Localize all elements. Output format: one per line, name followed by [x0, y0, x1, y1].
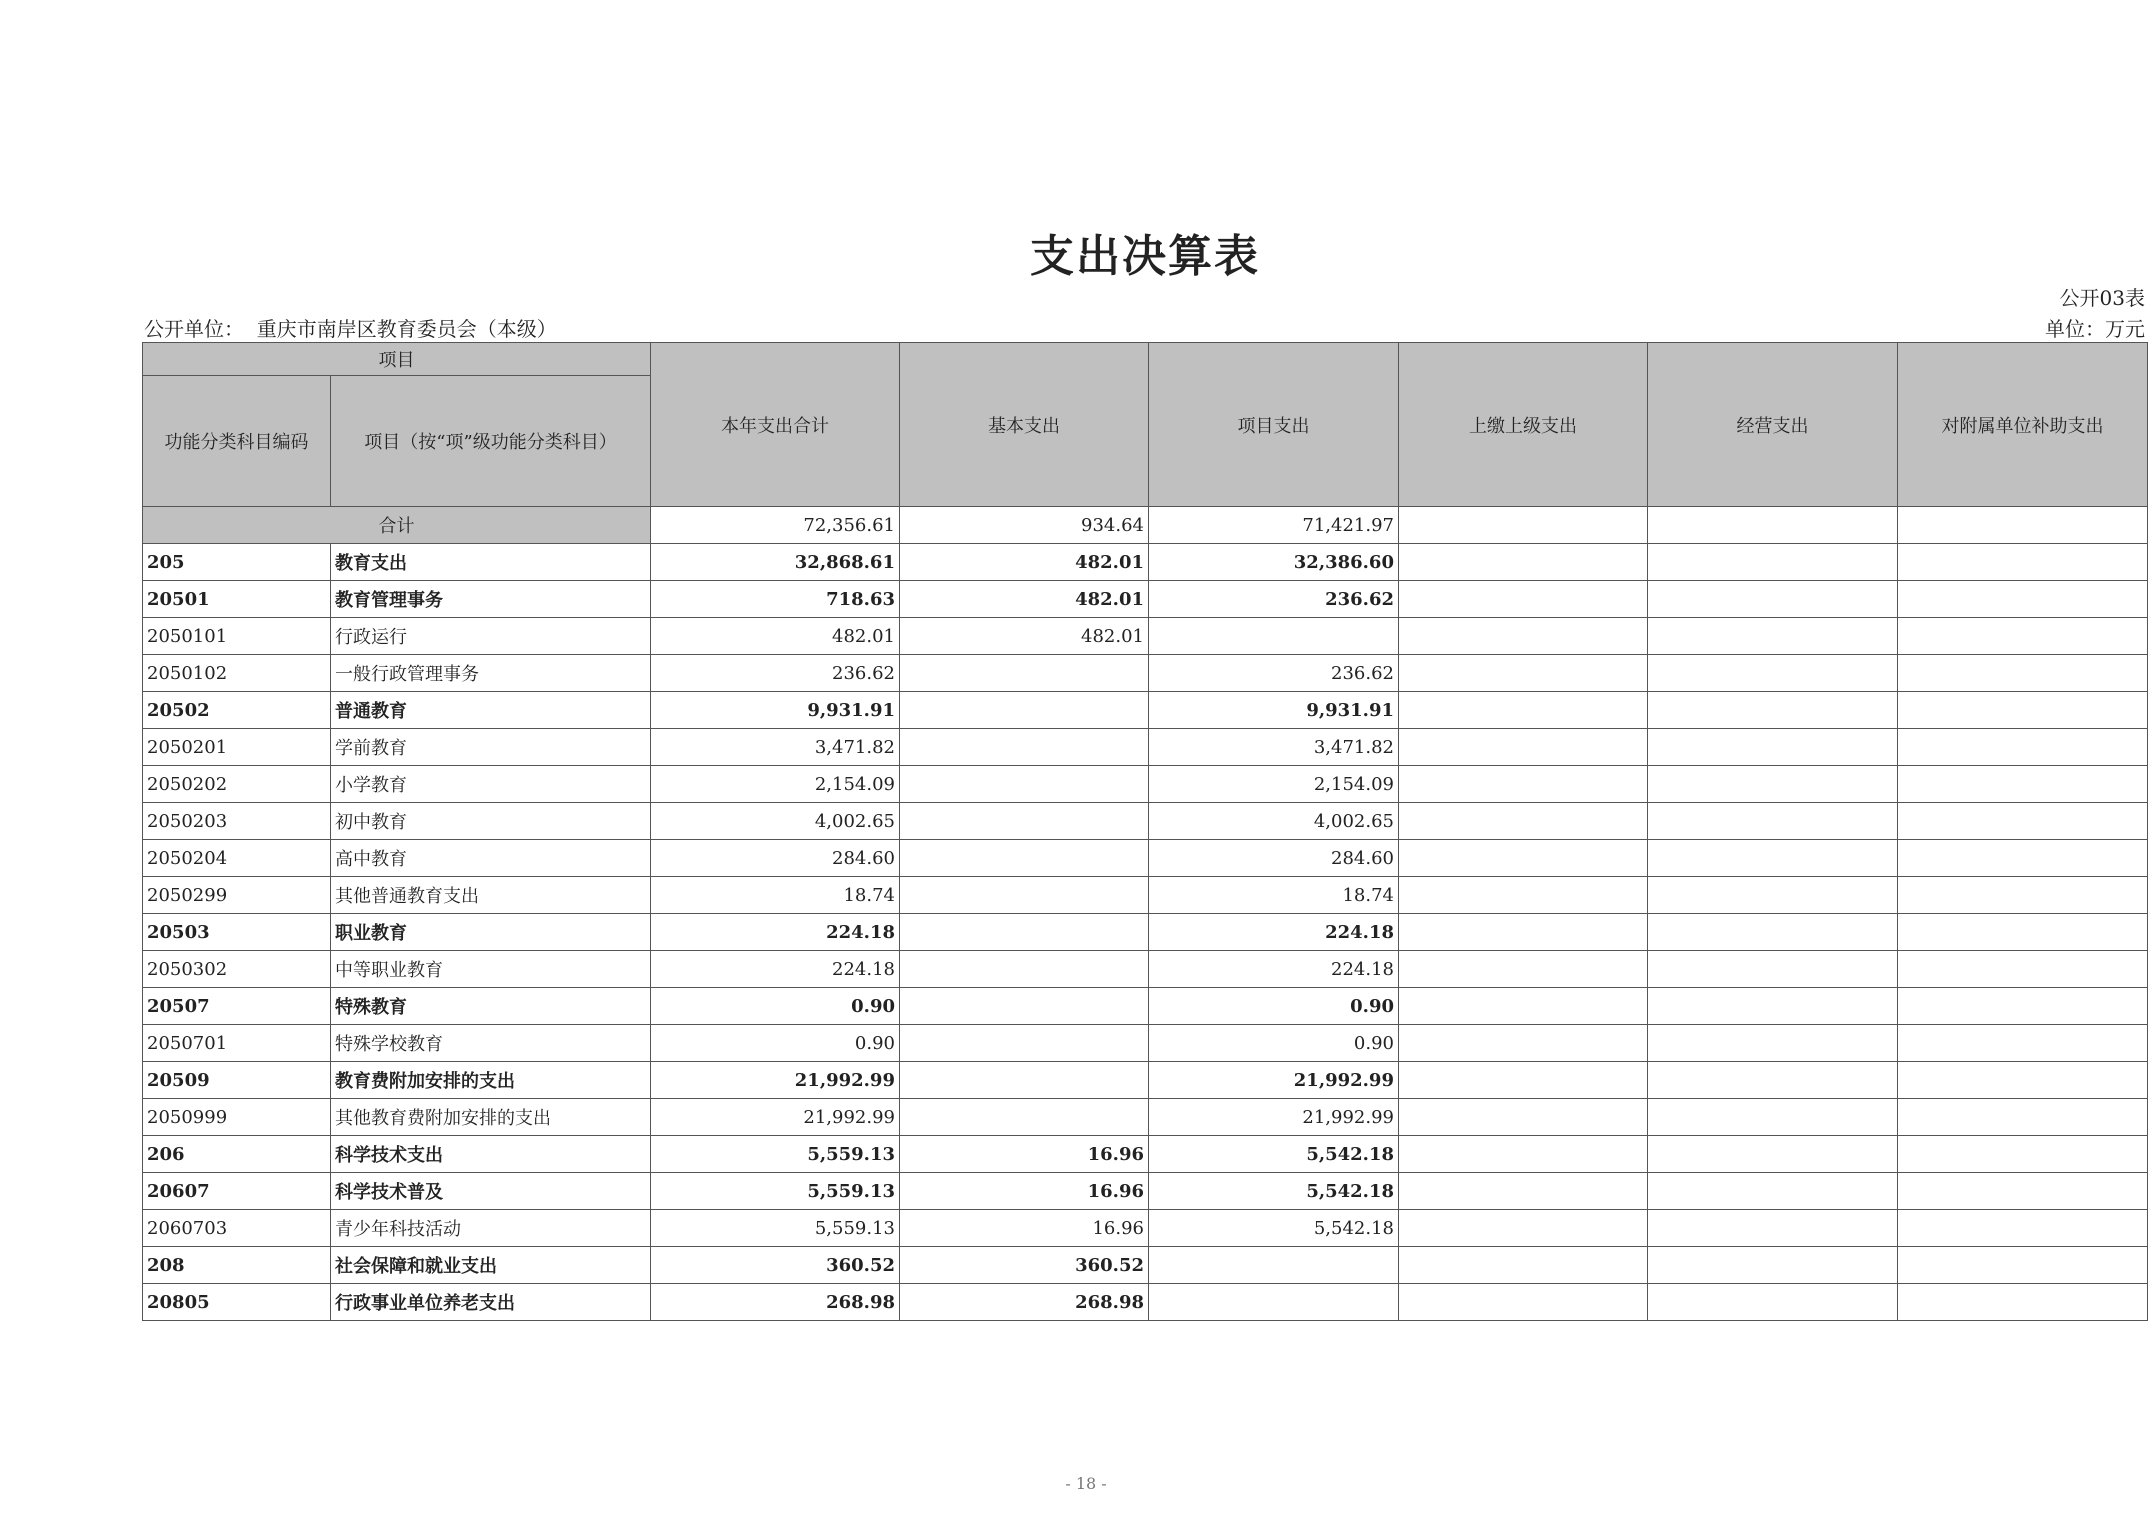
row-basic — [900, 1062, 1149, 1099]
row-total: 2,154.09 — [651, 766, 900, 803]
row-project — [1149, 1247, 1399, 1284]
row-business — [1648, 544, 1898, 581]
row-business — [1648, 692, 1898, 729]
row-project: 5,542.18 — [1149, 1173, 1399, 1210]
row-name: 特殊教育 — [331, 988, 651, 1025]
row-code: 206 — [143, 1136, 331, 1173]
row-code: 20509 — [143, 1062, 331, 1099]
table-row — [143, 1210, 2148, 1247]
row-project: 236.62 — [1149, 655, 1399, 692]
row-project: 236.62 — [1149, 581, 1399, 618]
row-total: 21,992.99 — [651, 1099, 900, 1136]
page-title: 支出决算表 — [1030, 231, 1260, 282]
row-business — [1648, 1136, 1898, 1173]
row-project: 224.18 — [1149, 914, 1399, 951]
header-upper: 上缴上级支出 — [1399, 343, 1648, 507]
row-basic: 268.98 — [900, 1284, 1149, 1321]
row-name: 行政事业单位养老支出 — [331, 1284, 651, 1321]
row-project: 2,154.09 — [1149, 766, 1399, 803]
row-basic: 16.96 — [900, 1136, 1149, 1173]
total-upper — [1399, 507, 1648, 544]
row-code: 2050204 — [143, 840, 331, 877]
row-subsidy — [1898, 1173, 2148, 1210]
row-project: 5,542.18 — [1149, 1210, 1399, 1247]
row-business — [1648, 877, 1898, 914]
page-number: - 18 - — [1065, 1474, 1107, 1493]
row-upper — [1399, 1173, 1648, 1210]
row-name: 中等职业教育 — [331, 951, 651, 988]
row-project: 3,471.82 — [1149, 729, 1399, 766]
row-basic: 360.52 — [900, 1247, 1149, 1284]
row-basic — [900, 1099, 1149, 1136]
row-total: 360.52 — [651, 1247, 900, 1284]
row-subsidy — [1898, 618, 2148, 655]
row-basic — [900, 766, 1149, 803]
row-upper — [1399, 692, 1648, 729]
row-business — [1648, 1025, 1898, 1062]
row-project: 4,002.65 — [1149, 803, 1399, 840]
row-name: 一般行政管理事务 — [331, 655, 651, 692]
row-code: 2050302 — [143, 951, 331, 988]
row-name: 青少年科技活动 — [331, 1210, 651, 1247]
total-row — [143, 507, 2148, 544]
row-code: 20607 — [143, 1173, 331, 1210]
row-name: 高中教育 — [331, 840, 651, 877]
row-code: 208 — [143, 1247, 331, 1284]
row-business — [1648, 803, 1898, 840]
row-project: 284.60 — [1149, 840, 1399, 877]
total-business — [1648, 507, 1898, 544]
row-basic — [900, 877, 1149, 914]
header-subsidy: 对附属单位补助支出 — [1898, 343, 2148, 507]
total-amount: 72,356.61 — [651, 507, 900, 544]
row-subsidy — [1898, 1025, 2148, 1062]
row-code: 2060703 — [143, 1210, 331, 1247]
row-basic: 482.01 — [900, 544, 1149, 581]
row-total: 4,002.65 — [651, 803, 900, 840]
row-basic — [900, 729, 1149, 766]
row-project: 21,992.99 — [1149, 1099, 1399, 1136]
row-code: 20507 — [143, 988, 331, 1025]
table-row — [143, 988, 2148, 1025]
row-upper — [1399, 1062, 1648, 1099]
row-subsidy — [1898, 877, 2148, 914]
row-upper — [1399, 1210, 1648, 1247]
table-row — [143, 618, 2148, 655]
row-subsidy — [1898, 692, 2148, 729]
row-basic — [900, 692, 1149, 729]
row-project — [1149, 618, 1399, 655]
row-subsidy — [1898, 1062, 2148, 1099]
table-row — [143, 544, 2148, 581]
row-upper — [1399, 581, 1648, 618]
row-subsidy — [1898, 988, 2148, 1025]
table-row — [143, 1284, 2148, 1321]
row-subsidy — [1898, 581, 2148, 618]
row-name: 教育管理事务 — [331, 581, 651, 618]
table-header — [143, 343, 2148, 507]
row-code: 20503 — [143, 914, 331, 951]
row-name: 社会保障和就业支出 — [331, 1247, 651, 1284]
row-business — [1648, 951, 1898, 988]
row-upper — [1399, 766, 1648, 803]
row-code: 2050999 — [143, 1099, 331, 1136]
row-basic — [900, 951, 1149, 988]
row-business — [1648, 618, 1898, 655]
row-subsidy — [1898, 1284, 2148, 1321]
row-name: 教育费附加安排的支出 — [331, 1062, 651, 1099]
total-basic: 934.64 — [900, 507, 1149, 544]
row-total: 21,992.99 — [651, 1062, 900, 1099]
row-code: 20805 — [143, 1284, 331, 1321]
row-upper — [1399, 840, 1648, 877]
table-row — [143, 1025, 2148, 1062]
row-project: 0.90 — [1149, 988, 1399, 1025]
row-project: 18.74 — [1149, 877, 1399, 914]
row-upper — [1399, 877, 1648, 914]
row-project: 9,931.91 — [1149, 692, 1399, 729]
row-business — [1648, 1099, 1898, 1136]
row-code: 2050701 — [143, 1025, 331, 1062]
expenditure-table — [142, 342, 2148, 1321]
row-name: 其他教育费附加安排的支出 — [331, 1099, 651, 1136]
row-upper — [1399, 1025, 1648, 1062]
table-row — [143, 729, 2148, 766]
row-basic — [900, 1025, 1149, 1062]
row-basic — [900, 655, 1149, 692]
row-upper — [1399, 803, 1648, 840]
total-subsidy — [1898, 507, 2148, 544]
header-total: 本年支出合计 — [651, 343, 900, 507]
row-code: 205 — [143, 544, 331, 581]
row-subsidy — [1898, 1210, 2148, 1247]
row-subsidy — [1898, 729, 2148, 766]
row-name: 小学教育 — [331, 766, 651, 803]
header-project: 项目 — [143, 343, 651, 376]
row-total: 5,559.13 — [651, 1210, 900, 1247]
row-subsidy — [1898, 1099, 2148, 1136]
row-business — [1648, 1210, 1898, 1247]
row-name: 教育支出 — [331, 544, 651, 581]
row-upper — [1399, 988, 1648, 1025]
row-code: 2050102 — [143, 655, 331, 692]
table-row — [143, 581, 2148, 618]
table-row — [143, 1099, 2148, 1136]
row-project: 32,386.60 — [1149, 544, 1399, 581]
row-code: 2050299 — [143, 877, 331, 914]
table-body — [143, 507, 2148, 1321]
table-row — [143, 1247, 2148, 1284]
header-func-code: 功能分类科目编码 — [143, 376, 331, 507]
row-business — [1648, 1062, 1898, 1099]
row-upper — [1399, 1136, 1648, 1173]
row-name: 特殊学校教育 — [331, 1025, 651, 1062]
row-basic — [900, 803, 1149, 840]
row-upper — [1399, 951, 1648, 988]
row-business — [1648, 766, 1898, 803]
table-row — [143, 1173, 2148, 1210]
row-upper — [1399, 618, 1648, 655]
row-business — [1648, 729, 1898, 766]
table-row — [143, 803, 2148, 840]
row-total: 9,931.91 — [651, 692, 900, 729]
row-total: 0.90 — [651, 1025, 900, 1062]
table-row — [143, 1136, 2148, 1173]
row-business — [1648, 581, 1898, 618]
row-total: 236.62 — [651, 655, 900, 692]
row-upper — [1399, 544, 1648, 581]
row-total: 224.18 — [651, 951, 900, 988]
table-row — [143, 914, 2148, 951]
row-basic: 482.01 — [900, 618, 1149, 655]
reporting-unit: 公开单位： 重庆市南岸区教育委员会（本级） — [144, 317, 557, 341]
row-name: 普通教育 — [331, 692, 651, 729]
table-row — [143, 655, 2148, 692]
row-business — [1648, 1247, 1898, 1284]
row-business — [1648, 914, 1898, 951]
row-project: 21,992.99 — [1149, 1062, 1399, 1099]
row-code: 2050201 — [143, 729, 331, 766]
row-upper — [1399, 655, 1648, 692]
currency-unit: 单位：万元 — [2045, 317, 2145, 341]
row-total: 3,471.82 — [651, 729, 900, 766]
row-total: 18.74 — [651, 877, 900, 914]
header-project-expense: 项目支出 — [1149, 343, 1399, 507]
row-name: 行政运行 — [331, 618, 651, 655]
row-name: 初中教育 — [331, 803, 651, 840]
row-subsidy — [1898, 1136, 2148, 1173]
row-project: 224.18 — [1149, 951, 1399, 988]
table-row — [143, 692, 2148, 729]
row-total: 5,559.13 — [651, 1173, 900, 1210]
row-basic — [900, 988, 1149, 1025]
header-business: 经营支出 — [1648, 343, 1898, 507]
row-project: 0.90 — [1149, 1025, 1399, 1062]
row-total: 5,559.13 — [651, 1136, 900, 1173]
row-total: 0.90 — [651, 988, 900, 1025]
row-business — [1648, 1284, 1898, 1321]
row-subsidy — [1898, 803, 2148, 840]
row-business — [1648, 840, 1898, 877]
row-upper — [1399, 1284, 1648, 1321]
row-subsidy — [1898, 951, 2148, 988]
row-basic: 16.96 — [900, 1210, 1149, 1247]
row-code: 20502 — [143, 692, 331, 729]
table-row — [143, 840, 2148, 877]
header-basic: 基本支出 — [900, 343, 1149, 507]
row-subsidy — [1898, 840, 2148, 877]
row-total: 224.18 — [651, 914, 900, 951]
row-upper — [1399, 1247, 1648, 1284]
row-name: 科学技术普及 — [331, 1173, 651, 1210]
row-basic: 482.01 — [900, 581, 1149, 618]
header-func-name: 项目（按“项”级功能分类科目） — [331, 376, 651, 507]
row-upper — [1399, 1099, 1648, 1136]
table-row — [143, 1062, 2148, 1099]
row-name: 学前教育 — [331, 729, 651, 766]
table-code: 公开03表 — [2059, 286, 2145, 310]
row-business — [1648, 988, 1898, 1025]
row-code: 2050203 — [143, 803, 331, 840]
row-upper — [1399, 729, 1648, 766]
row-name: 其他普通教育支出 — [331, 877, 651, 914]
row-basic — [900, 840, 1149, 877]
row-total: 32,868.61 — [651, 544, 900, 581]
row-total: 268.98 — [651, 1284, 900, 1321]
row-project: 5,542.18 — [1149, 1136, 1399, 1173]
row-basic — [900, 914, 1149, 951]
row-subsidy — [1898, 914, 2148, 951]
row-code: 2050202 — [143, 766, 331, 803]
row-basic: 16.96 — [900, 1173, 1149, 1210]
row-subsidy — [1898, 655, 2148, 692]
total-label: 合计 — [143, 507, 651, 544]
row-subsidy — [1898, 1247, 2148, 1284]
row-total: 284.60 — [651, 840, 900, 877]
row-business — [1648, 1173, 1898, 1210]
table-row — [143, 877, 2148, 914]
row-name: 职业教育 — [331, 914, 651, 951]
row-subsidy — [1898, 766, 2148, 803]
row-project — [1149, 1284, 1399, 1321]
row-subsidy — [1898, 544, 2148, 581]
row-business — [1648, 655, 1898, 692]
table-row — [143, 951, 2148, 988]
row-total: 482.01 — [651, 618, 900, 655]
row-upper — [1399, 914, 1648, 951]
row-name: 科学技术支出 — [331, 1136, 651, 1173]
total-project: 71,421.97 — [1149, 507, 1399, 544]
row-code: 2050101 — [143, 618, 331, 655]
row-total: 718.63 — [651, 581, 900, 618]
row-code: 20501 — [143, 581, 331, 618]
table-row — [143, 766, 2148, 803]
